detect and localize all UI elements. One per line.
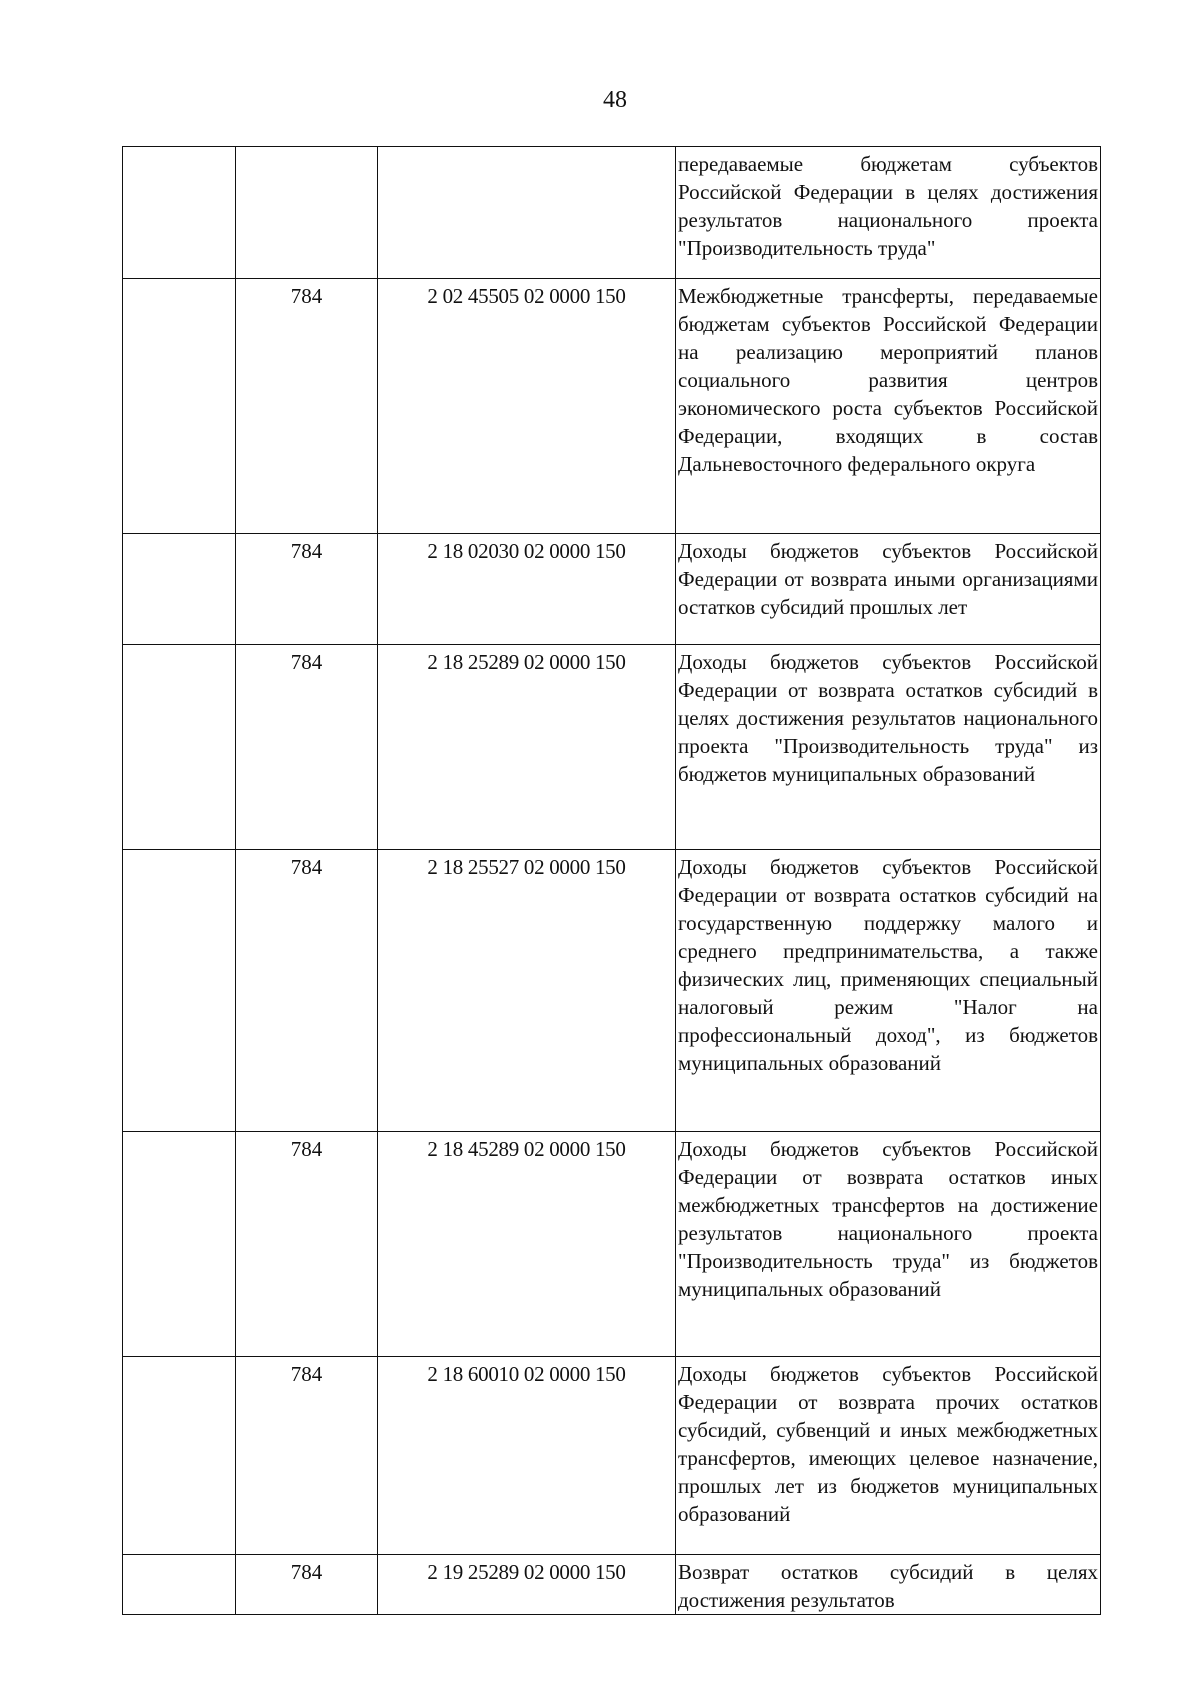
administrator-code-cell — [236, 147, 378, 279]
description-text: Доходы бюджетов субъектов Российской Федерации от возврата иными организациями остатков субсидий прошлых лет — [678, 539, 1098, 619]
row-number-cell — [123, 147, 236, 279]
table-row — [123, 534, 1101, 645]
description-cell — [676, 1357, 1101, 1555]
table-row — [123, 1132, 1101, 1357]
description-text: Межбюджетные трансферты, передаваемые бюджетам субъектов Российской Федерации на реализацию мероприятий планов социального развития центров экономического роста субъектов Российской Федерации, входящих в состав Дальневосточного федерального округа — [678, 284, 1098, 476]
description-text: Возврат остатков субсидий в целях достижения результатов — [678, 1560, 1098, 1612]
revenue-code-cell — [378, 147, 676, 279]
revenue-code-cell: 2 19 25289 02 0000 150 — [378, 1555, 676, 1615]
table-row — [123, 1357, 1101, 1555]
table-body — [123, 147, 1101, 1615]
description-cell — [676, 850, 1101, 1132]
table-row — [123, 147, 1101, 279]
row-number-cell — [123, 1132, 236, 1357]
revenue-code-cell: 2 18 25527 02 0000 150 — [378, 850, 676, 1132]
revenue-code-cell: 2 18 25289 02 0000 150 — [378, 645, 676, 850]
revenue-code-cell: 2 18 45289 02 0000 150 — [378, 1132, 676, 1357]
description-cell — [676, 645, 1101, 850]
description-cell — [676, 534, 1101, 645]
budget-classification-table — [122, 146, 1101, 1615]
administrator-code-cell: 784 — [236, 1357, 378, 1555]
row-number-cell — [123, 1555, 236, 1615]
description-text: Доходы бюджетов субъектов Российской Федерации от возврата остатков иных межбюджетных трансфертов на достижение результатов национального проекта "Производительность труда" из бюджетов муниципальных образований — [678, 1137, 1098, 1301]
row-number-cell — [123, 279, 236, 534]
description-text: Доходы бюджетов субъектов Российской Федерации от возврата прочих остатков субсидий, субвенций и иных межбюджетных трансфертов, имеющих целевое назначение, прошлых лет из бюджетов муниципальных образований — [678, 1362, 1098, 1526]
administrator-code-cell: 784 — [236, 1132, 378, 1357]
table-row — [123, 645, 1101, 850]
description-cell — [676, 1555, 1101, 1615]
revenue-code-cell: 2 02 45505 02 0000 150 — [378, 279, 676, 534]
administrator-code-cell: 784 — [236, 279, 378, 534]
description-cell — [676, 147, 1101, 279]
revenue-code-cell: 2 18 02030 02 0000 150 — [378, 534, 676, 645]
administrator-code-cell: 784 — [236, 850, 378, 1132]
table-row — [123, 1555, 1101, 1615]
table-row — [123, 279, 1101, 534]
row-number-cell — [123, 1357, 236, 1555]
administrator-code-cell: 784 — [236, 1555, 378, 1615]
description-text: передаваемые бюджетам субъектов Российской Федерации в целях достижения результатов национального проекта "Производительность труда" — [678, 152, 1098, 260]
administrator-code-cell: 784 — [236, 534, 378, 645]
row-number-cell — [123, 534, 236, 645]
row-number-cell — [123, 850, 236, 1132]
table-row — [123, 850, 1101, 1132]
description-text: Доходы бюджетов субъектов Российской Федерации от возврата остатков субсидий в целях достижения результатов национального проекта "Производительность труда" из бюджетов муниципальных образований — [678, 650, 1098, 786]
page-number: 48 — [603, 87, 627, 113]
row-number-cell — [123, 645, 236, 850]
description-cell — [676, 279, 1101, 534]
administrator-code-cell: 784 — [236, 645, 378, 850]
revenue-code-cell: 2 18 60010 02 0000 150 — [378, 1357, 676, 1555]
description-text: Доходы бюджетов субъектов Российской Федерации от возврата остатков субсидий на государственную поддержку малого и среднего предпринимательства, а также физических лиц, применяющих специальный налоговый режим "Налог на профессиональный доход", из бюджетов муниципальных образований — [678, 855, 1098, 1075]
description-cell — [676, 1132, 1101, 1357]
